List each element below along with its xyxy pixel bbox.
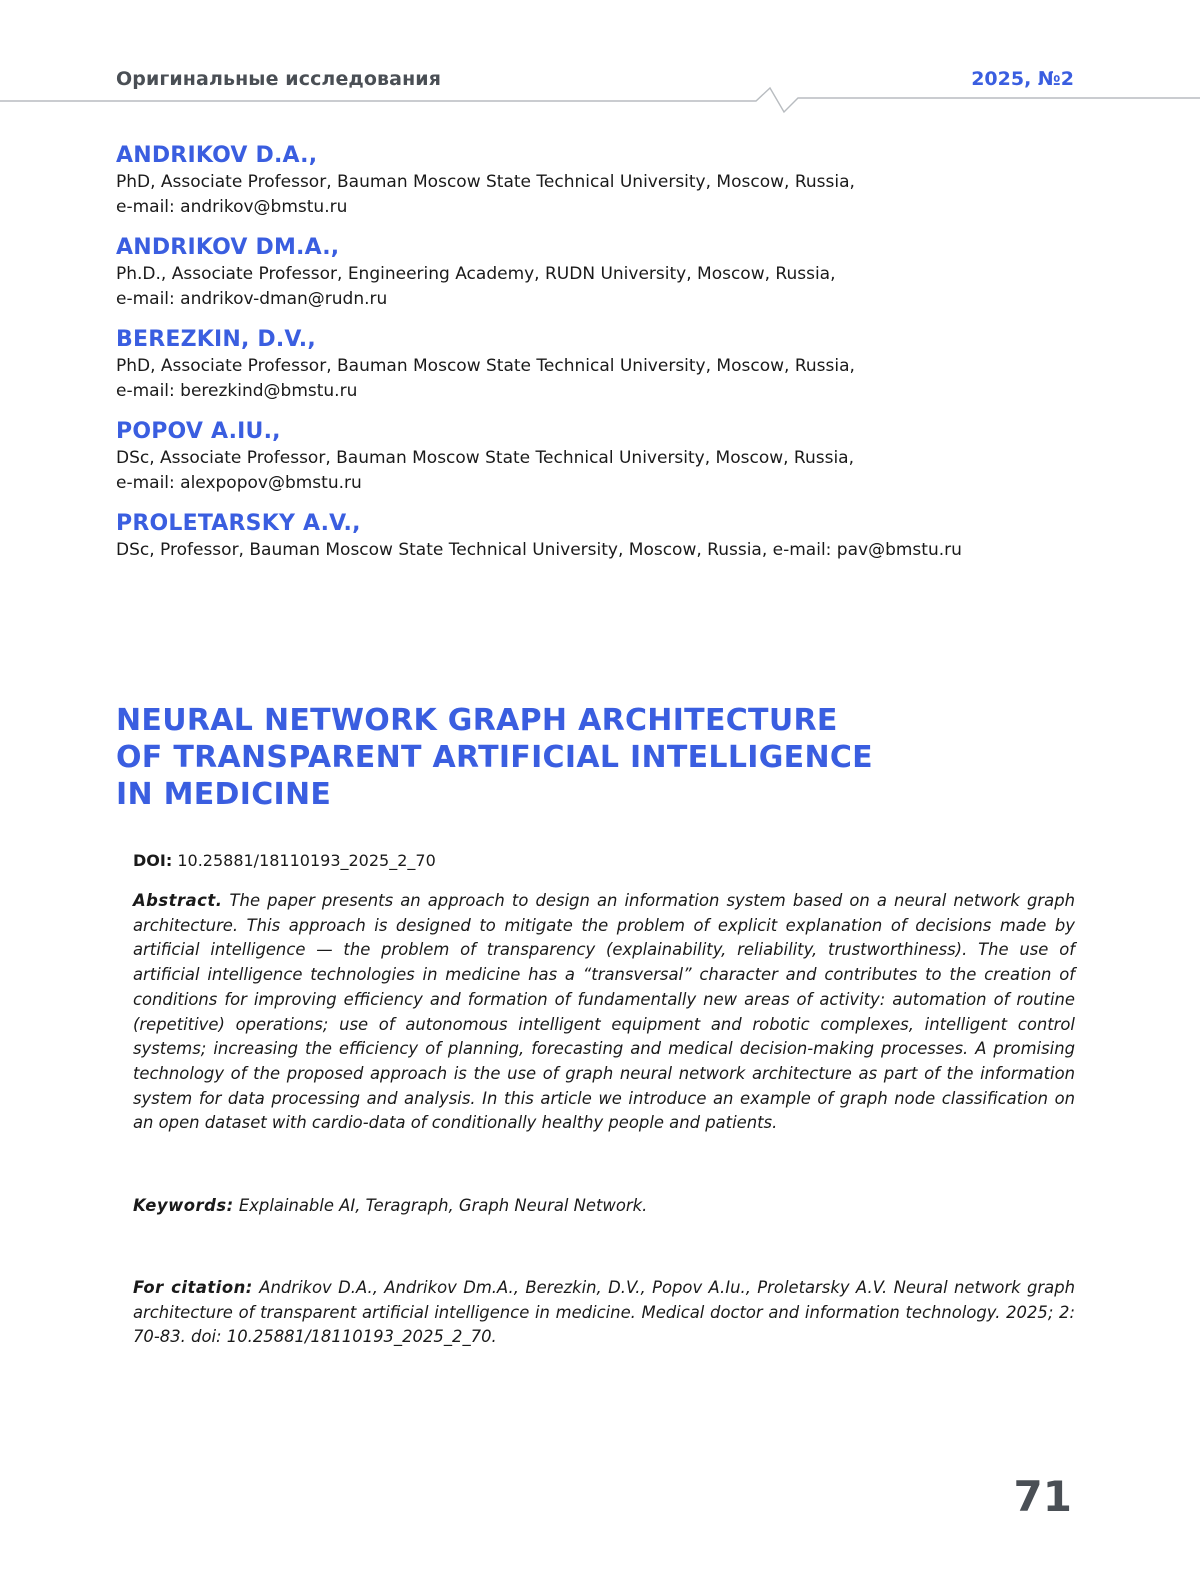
author-list bbox=[116, 142, 1116, 577]
abstract-text: The paper presents an approach to design an information system based on a neural network graph architecture. This approach is designed to mitigate the problem of explicit explanation of decisions made by artificial intelligence — the problem of transparency (explainability, reliability, trustworthiness). The use of artificial intelligence technologies in medicine has a “transversal” character and contributes to the creation of conditions for improving efficiency and formation of fundamentally new areas of activity: automation of routine (repetitive) operations; use of autonomous intelligent equipment and robotic complexes, intelligent control systems; increasing the efficiency of planning, forecasting and medical decision-making processes. A promising technology of the proposed approach is the use of graph neural network architecture as part of the information system for data processing and analysis. In this article we introduce an example of graph node classification on an open dataset with cardio-data of conditionally healthy people and patients. bbox=[133, 891, 1075, 1132]
header-divider bbox=[0, 86, 1200, 116]
author-name: ANDRIKOV D.A., bbox=[116, 142, 1116, 170]
citation-label: For citation: bbox=[133, 1278, 253, 1297]
article-title-line: IN MEDICINE bbox=[116, 776, 1016, 813]
author-affiliation: PhD, Associate Professor, Bauman Moscow State Technical University, Moscow, Russia, bbox=[116, 354, 1116, 379]
header-divider-line bbox=[0, 88, 1200, 112]
page-number: 71 bbox=[1014, 1472, 1072, 1521]
author-affiliation: DSc, Associate Professor, Bauman Moscow State Technical University, Moscow, Russia, bbox=[116, 446, 1116, 471]
author-email: e-mail: andrikov-dman@rudn.ru bbox=[116, 287, 1116, 312]
author-block bbox=[116, 142, 1116, 220]
author-affiliation: DSc, Professor, Bauman Moscow State Technical University, Moscow, Russia, e-mail: pav@bmstu.ru bbox=[116, 538, 1116, 563]
author-block bbox=[116, 234, 1116, 312]
article-title-line: OF TRANSPARENT ARTIFICIAL INTELLIGENCE bbox=[116, 739, 1016, 776]
article-title-line: NEURAL NETWORK GRAPH ARCHITECTURE bbox=[116, 702, 1016, 739]
author-name: BEREZKIN, D.V., bbox=[116, 326, 1116, 354]
author-block bbox=[116, 418, 1116, 496]
author-block bbox=[116, 510, 1116, 563]
author-email: e-mail: andrikov@bmstu.ru bbox=[116, 195, 1116, 220]
abstract-label: Abstract. bbox=[133, 891, 222, 910]
author-affiliation: Ph.D., Associate Professor, Engineering Academy, RUDN University, Moscow, Russia, bbox=[116, 262, 1116, 287]
doi-label: DOI: bbox=[133, 851, 172, 870]
abstract bbox=[133, 889, 1075, 1136]
author-affiliation: PhD, Associate Professor, Bauman Moscow State Technical University, Moscow, Russia, bbox=[116, 170, 1116, 195]
running-header-section: Оригинальные исследования bbox=[116, 68, 441, 90]
author-name: POPOV A.IU., bbox=[116, 418, 1116, 446]
doi bbox=[133, 851, 436, 870]
doi-value: 10.25881/18110193_2025_2_70 bbox=[177, 851, 435, 870]
author-email: e-mail: berezkind@bmstu.ru bbox=[116, 379, 1116, 404]
author-name: PROLETARSKY A.V., bbox=[116, 510, 1116, 538]
author-email: e-mail: alexpopov@bmstu.ru bbox=[116, 471, 1116, 496]
running-header-issue: 2025, №2 bbox=[971, 68, 1074, 90]
keywords-text: Explainable AI, Teragraph, Graph Neural Network. bbox=[239, 1196, 647, 1215]
citation bbox=[133, 1276, 1075, 1350]
author-name: ANDRIKOV DM.A., bbox=[116, 234, 1116, 262]
keywords-label: Keywords: bbox=[133, 1196, 234, 1215]
citation-text: Andrikov D.A., Andrikov Dm.A., Berezkin, D.V., Popov A.Iu., Proletarsky A.V. Neural network graph architecture of transparent artificial intelligence in medicine. Medical doctor and information technology. 2025; 2: 70-83. doi: 10.25881/18110193_2025_2_70. bbox=[133, 1278, 1075, 1346]
keywords bbox=[133, 1194, 1075, 1219]
author-block bbox=[116, 326, 1116, 404]
article-title bbox=[116, 702, 1016, 813]
